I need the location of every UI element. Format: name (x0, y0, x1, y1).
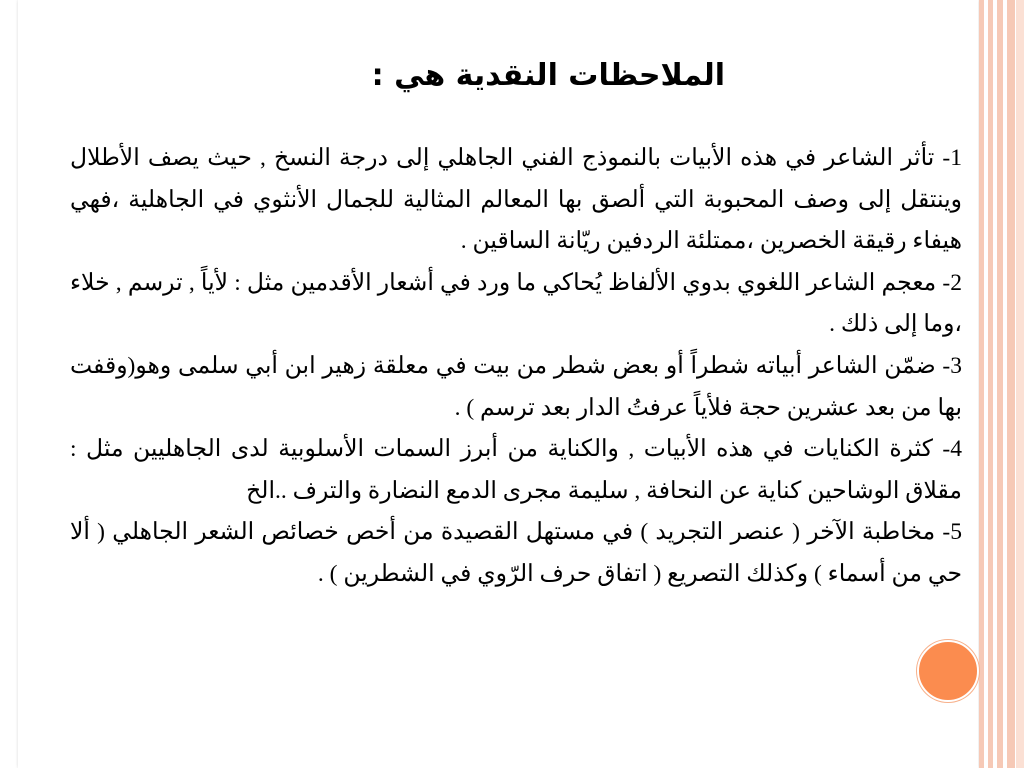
decorative-stripe (979, 0, 984, 768)
note-paragraph-4: 4- كثرة الكنايات في هذه الأبيات , والكناية من أبرز السمات الأسلوبية لدى الجاهليين مثل : مقلاق الوشاحين كناية عن النحافة , سليمة مجرى الدمع النضارة والترف ..الخ (70, 436, 962, 504)
decorative-stripe (1016, 0, 1024, 768)
decorative-stripe (988, 0, 993, 768)
decorative-stripe (994, 0, 996, 768)
decorative-stripe (997, 0, 1003, 768)
note-paragraph-1: 1- تأثر الشاعر في هذه الأبيات بالنموذج الفني الجاهلي إلى درجة النسخ , حيث يصف الأطلال وينتقل إلى وصف المحبوبة التي ألصق بها المعالم المثالية للجمال الأنثوي في الجاهلية ،فهي هيفاء رقيقة الخصرين ،ممتلئة الردفين ريّانة الساقين . (70, 145, 962, 255)
slide-title: الملاحظات النقدية هي : (371, 58, 725, 93)
decorative-circle-icon (917, 640, 979, 702)
note-paragraph-5: 5- مخاطبة الآخر ( عنصر التجريد ) في مستهل القصيدة من أخص خصائص الشعر الجاهلي ( ألا حي من أسماء ) وكذلك التصريع ( اتفاق حرف الرّوي في الشطرين ) . (70, 519, 962, 587)
decorative-stripe (985, 0, 987, 768)
decorative-stripe (1007, 0, 1015, 768)
note-paragraph-3: 3- ضمّن الشاعر أبياته شطراً أو بعض شطر من بيت في معلقة زهير ابن أبي سلمى وهو(وقفت بها من بعد عشرين حجة فلأياً عرفتُ الدار بعد ترسم ) . (70, 352, 962, 421)
slide-body (70, 138, 962, 596)
note-paragraph-2: 2- معجم الشاعر اللغوي بدوي الألفاظ يُحاكي ما ورد في أشعار الأقدمين مثل : لأياً , ترسم , خلاء ،وما إلى ذلك . (70, 269, 962, 338)
decorative-stripe (1004, 0, 1006, 768)
